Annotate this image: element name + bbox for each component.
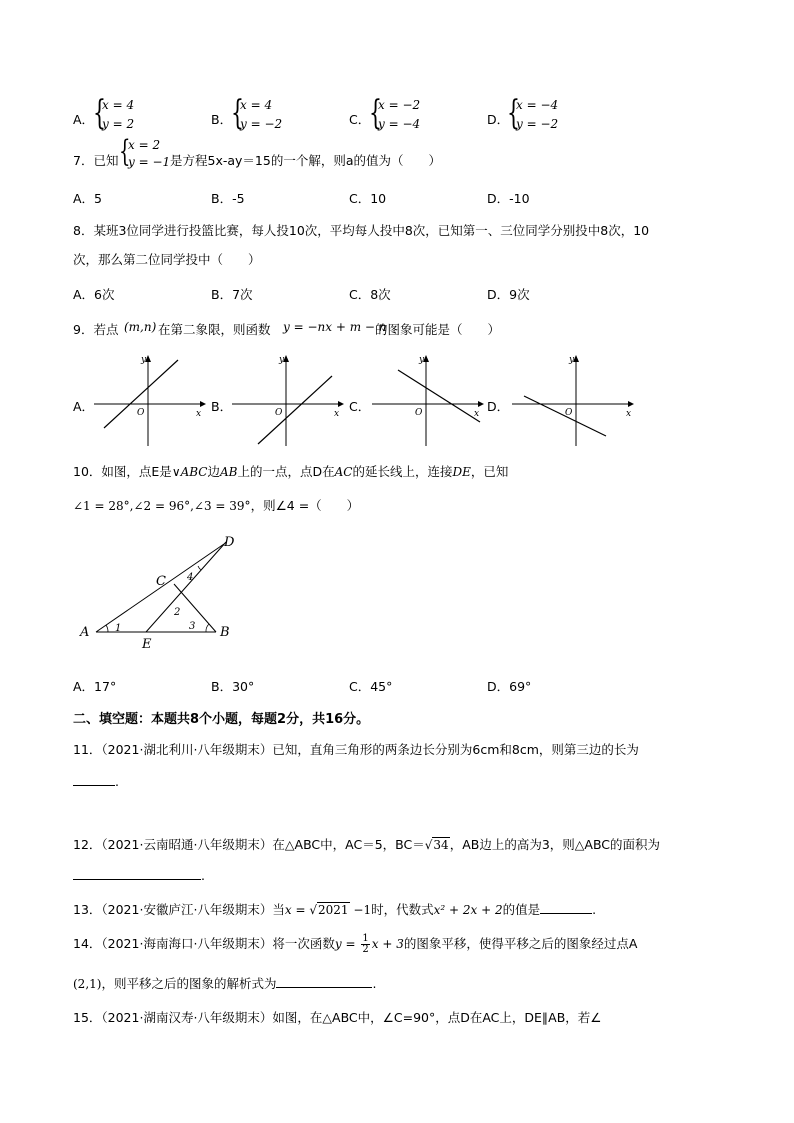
q8-line2: 次，那么第二位同学投中（ ） [73,252,261,267]
svg-text:O: O [137,408,145,418]
q13-answer-blank[interactable] [540,901,592,914]
q10-line1: 10．如图，点E是∨ABC边AB上的一点，点D在AC的延长线上，连接DE，已知 [73,464,509,479]
svg-text:3: 3 [189,621,196,632]
q9-prefix: 9．若点 [73,322,119,337]
q6-option-d-system: { x = −4 y = −2 [507,93,559,133]
q8-line1: 8．某班3位同学进行投篮比赛，每人投10次，平均每人投中8次，已知第一、三位同学分别投中8次，10 [73,223,650,238]
svg-text:O: O [275,408,283,418]
svg-text:x: x [334,409,340,419]
q6-option-b-letter: B． [211,112,233,127]
svg-text:B: B [220,625,230,640]
q11-line2: . [73,773,119,789]
svg-text:1: 1 [115,623,122,634]
svg-text:E: E [142,637,152,652]
q11-line1: 11．（2021·湖北利川·八年级期末）已知，直角三角形的两条边长分别为6cm和8cm，则第三边的长为 [73,742,639,757]
svg-text:D: D [224,535,235,550]
q9-option-a-letter: A． [73,399,95,414]
q8-option-a: A．6次 [73,287,115,302]
svg-text:2: 2 [174,607,181,618]
q14-line1: 14．（2021·海南海口·八年级期末）将一次函数y = $\frac{1}{2}$ x + 3的图象平移，使得平移之后的图象经过点A [73,933,638,955]
q10-option-c: C．45° [349,679,393,694]
q10-figure [76,530,246,652]
q7-suffix: 是方程5x-ay＝15的一个解，则a的值为（ ） [170,153,441,168]
q15-line1: 15．（2021·湖南汉寿·八年级期末）如图，在△ABC中，∠C=90°，点D在AC上，DE∥AB，若∠ [73,1010,602,1025]
q7-prefix: 7．已知 [73,153,119,168]
q6-option-c-letter: C． [349,112,371,127]
q7-system: { x = 2 y = −1 [119,134,171,169]
q6-option-a-letter: A． [73,112,95,127]
q12-answer-blank[interactable] [73,867,201,880]
q6-option-d-letter: D． [487,112,510,127]
q8-option-d: D．9次 [487,287,530,302]
q9-graph-b [228,352,348,448]
q7-option-b: B．-5 [211,191,245,206]
svg-text:O: O [415,408,423,418]
q6-option-b-system: { x = 4 y = −2 [231,93,283,133]
q8-option-b: B．7次 [211,287,253,302]
q9-graph-d [508,352,638,448]
q10-option-a: A．17° [73,679,117,694]
q9-suffix: 的图象可能是（ ） [375,322,501,337]
q9-option-c-letter: C． [349,399,371,414]
q6-option-c-system: { x = −2 y = −4 [369,93,421,133]
q10-line2: ∠1 = 28°,∠2 = 96°,∠3 = 39°，则∠4 =（ ） [73,498,360,513]
svg-text:y: y [279,355,285,365]
q7-option-c: C．10 [349,191,387,206]
q10-option-b: B．30° [211,679,255,694]
q9-function: y = −nx + m − n [283,320,387,334]
q9-option-d-letter: D． [487,399,510,414]
svg-text:x: x [196,409,202,419]
svg-text:x: x [626,409,632,419]
q7-option-a: A．5 [73,191,103,206]
q9-option-b-letter: B． [211,399,233,414]
q9-graph-a [90,352,210,448]
svg-text:y: y [569,355,575,365]
q14-line2: (2,1)，则平移之后的图象的解析式为 . [73,976,377,991]
section-2-heading: 二、填空题：本题共8个小题，每题2分，共16分。 [73,712,370,727]
svg-text:4: 4 [187,572,194,583]
q12-line1: 12．（2021·云南昭通·八年级期末）在△ABC中，AC＝5，BC＝√34，AB边上的高为3，则△ABC的面积为 [73,837,661,852]
svg-text:A: A [80,625,90,640]
svg-text:x: x [474,409,480,419]
question-13: 13．（2021·安徽庐江·八年级期末）当x = √2021 −1时，代数式x² + 2x + 2的值是 . [73,902,597,917]
q14-answer-blank[interactable] [276,975,372,988]
q8-option-c: C．8次 [349,287,391,302]
q11-answer-blank[interactable] [73,773,115,786]
svg-text:C: C [156,574,166,589]
svg-text:y: y [141,355,147,365]
q9-point: (m,n) [124,320,157,334]
svg-text:y: y [419,355,425,365]
q12-line2: . [73,867,205,883]
q9-mid: 在第二象限，则函数 [158,322,271,337]
q6-option-a-system: { x = 4 y = 2 [93,93,135,133]
q9-graph-c [368,352,488,448]
svg-text:O: O [565,408,573,418]
q7-option-d: D．-10 [487,191,530,206]
q10-option-d: D．69° [487,679,532,694]
